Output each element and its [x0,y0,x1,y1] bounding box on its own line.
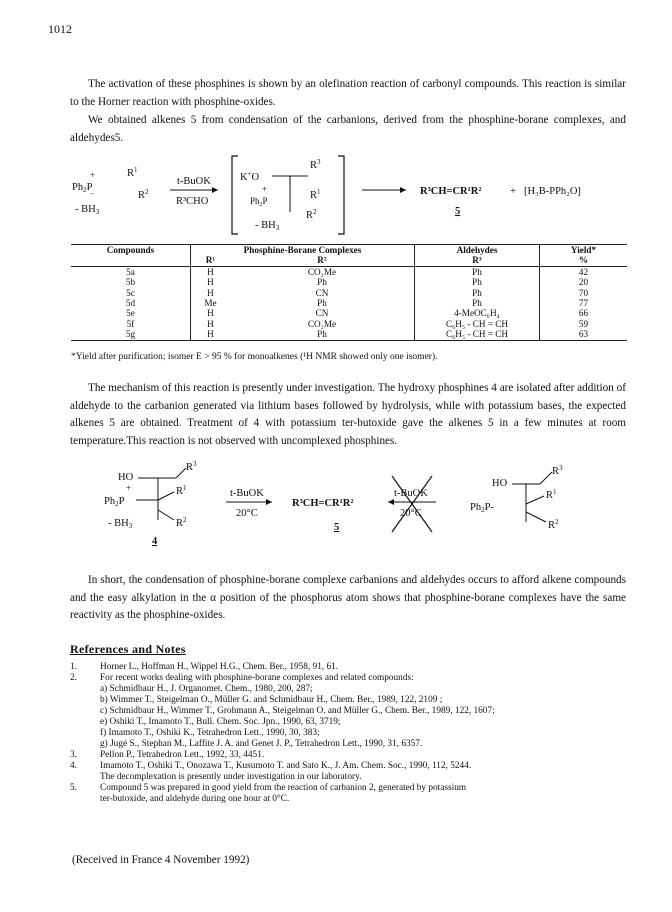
cell-compound: 5d [71,298,191,308]
svg-text:K+O: K+O [240,170,260,183]
scheme2-compound-number: 4 [152,536,158,547]
results-table [71,244,627,341]
reactant-bh3: - BH3 [75,204,100,216]
col-header-aldehydes: Aldehydes [415,245,540,256]
reference-line: b) Wimmer T., Steigelman O., Müller G. and Schmidbaur H., Chem. Ber., 1989, 122, 2109 ; [100,695,443,705]
cell-r2: Ph [230,277,415,287]
cell-compound: 5e [71,308,191,318]
svg-text:Ph2P: Ph2P [104,496,125,508]
cell-compound: 5a [71,266,191,277]
svg-text:HO: HO [118,472,134,483]
cell-r2: Ph [230,329,415,340]
scheme2-product: R³CH=CR¹R² [292,498,354,509]
reactant-ph2p: Ph2P [72,182,93,194]
scheme1-plus: + [510,186,516,197]
cell-compound: 5g [71,329,191,340]
svg-text:R3: $R^3$ [186,460,197,473]
table-row [71,329,627,340]
cell-r3: C₆H₅ - CH = CH [415,329,540,340]
cell-r1: H [207,277,214,288]
reaction-scheme-1 [70,152,630,240]
table-footnote: *Yield after purification; isomer E > 95 % for monoalkenes (¹H NMR showed only one isomer). [71,352,438,362]
table-row [71,277,627,287]
svg-text:HO: HO [492,478,508,489]
reference-line: e) Oshiki T., Imamoto T., Bull. Chem. Soc. Jpn., 1990, 63, 3719; [100,717,341,727]
subheader-r2: R² [230,255,415,266]
table-row [71,308,627,318]
reference-line: Horner L., Hoffman H., Wippel H.G., Chem. Ber., 1958, 91, 61. [100,662,339,672]
cell-r2: CN [230,308,415,318]
svg-text:- BH3: - BH3 [255,220,280,232]
scheme1-reagent-bottom: R³CHO [176,196,209,207]
paragraph-1: The activation of these phosphines is shown by an olefination reaction of carbonyl compounds. This reaction is similar to the Horner reaction with phosphine-oxides. [70,78,626,108]
cell-r1: H [207,287,214,298]
reference-line: a) Schmidbaur H., J. Organomet. Chem., 1980, 200, 287; [100,684,313,694]
svg-text:R1: $R^1$ [127,166,138,179]
scheme1-byproduct: [H₃B-PPh₂O] [524,186,581,197]
svg-text:R2: $R^2$ [138,188,149,201]
scheme1-product-number: 5 [455,206,461,217]
cell-compound: 5c [71,288,191,298]
cell-yield: 77 [578,298,589,309]
col-header-compounds: Compounds [71,245,191,256]
subheader-r3: R³ [415,255,540,266]
table-row [71,288,627,298]
cell-r3: Ph [415,288,540,298]
cell-yield: 42 [578,266,589,277]
cell-r1: Me [204,298,217,309]
scheme2-reagent-top: t-BuOK [230,488,264,499]
cell-compound: 5b [71,277,191,287]
references-heading: References and Notes [70,642,186,656]
cell-r3: 4-MeOC₆H₄ [415,308,540,318]
svg-text:+: + [90,170,96,180]
subheader-percent: % [540,255,628,266]
subheader-blank [71,255,191,266]
cell-r2: CN [230,288,415,298]
cell-r1: H [207,318,214,329]
cell-compound: 5f [71,319,191,329]
reference-line: ter-butoxide, and aldehyde during one hour at 0°C. [100,794,290,804]
reaction-scheme-2 [86,460,626,556]
page-number: 1012 [48,22,72,36]
svg-text:+: + [126,483,132,493]
reference-number: 3. [70,750,77,760]
svg-text:R1: $R^1$ [310,188,321,201]
reference-number: 5. [70,783,77,793]
svg-text:+: + [262,184,268,194]
cell-r1: H [207,266,214,277]
reference-number: 2. [70,673,77,683]
reference-line: c) Schmidbaur H., Wimmer T., Grohmann A., Steigelman O. and Müller G., Chem. Ber., 1989, 122, 1607; [100,706,495,716]
table-row [71,298,627,308]
paragraph-4: In short, the condensation of phosphine-borane complexe carbanions and aldehydes occurs to afford alkene compounds and the easy alkylation in the α position of the phosphorus atom shows that phosphine-borane complexes have the same reactivity as the phosphine-oxides. [70,574,626,621]
cell-r2: CO₂Me [230,319,415,329]
svg-text:Ph2P: $Ph_2P$ [250,196,268,208]
reference-line: Compound 5 was prepared in good yield from the reaction of carbanion 2, generated by potassium [100,783,467,793]
scheme2-product-number: 5 [334,522,340,533]
reference-line: Imamoto T., Oshiki T., Onozawa T., Kusumoto T. and Sato K., J. Am. Chem. Soc., 1990, 112, 5244. [100,761,472,771]
cell-r3: C₆H₅ - CH = CH [415,319,540,329]
received-date: (Received in France 4 November 1992) [72,854,250,866]
table-row [71,266,627,277]
cell-yield: 20 [578,277,589,288]
paragraph-2: We obtained alkenes 5 from condensation of the carbanions, derived from the phosphine-borane complexes, and aldehydes5. [70,114,626,144]
reference-line: Pellon P., Tetrahedron Lett., 1992, 33, 4451. [100,750,265,760]
svg-text:R2: $R^2$ [548,518,559,531]
svg-text:Ph2P-: Ph2P- [470,502,494,514]
svg-text:R1: $R^1$ [546,488,557,501]
cell-r1: H [191,329,231,340]
cell-r1: H [207,308,214,319]
cell-yield: 66 [578,308,589,319]
scheme2-crossed-top: t-BuOK [394,488,428,499]
scheme1-reagent-top: t-BuOK [177,176,211,187]
col-header-phosphine-borane: Phosphine-Borane Complexes [191,245,415,256]
subheader-r1: R¹ [191,255,231,266]
paragraph-3: The mechanism of this reaction is presently under investigation. The hydroxy phosphines 4 are isolated after addition of aldehyde to the carbanion generated via lithium bases followed by hydrolysis, while with potassium bases, the expected alkenes 5 are obtained. Treatment of 4 with potassium ter-butoxide gave the alkenes 5 in a few minutes at room temperature.This reaction is not observed with uncomplexed phosphines. [70,382,626,447]
reference-number: 1. [70,662,77,672]
svg-text:R3: $R^3$ [552,464,563,477]
reference-line: For recent works dealing with phosphine-borane complexes and related compounds: [100,673,414,683]
cell-yield: 63 [540,329,628,340]
scheme2-crossed-bottom: 20°C [400,508,422,519]
scheme2-reagent-bottom: 20°C [236,508,258,519]
svg-text:R2: $R^2$ [176,516,187,529]
col-header-yield: Yield* [540,245,628,256]
table-row [71,319,627,329]
cell-r3: Ph [415,266,540,277]
svg-text:R3: $R^3$ [310,158,321,171]
reference-line: g) Jugé S., Stephan M., Laffite J. A. and Genet J. P., Tetrahedron Lett., 1990, 31, 6357. [100,739,423,749]
cell-r2: CO₂Me [230,266,415,277]
cell-yield: 59 [578,318,589,329]
cell-r3: Ph [415,298,540,308]
cell-r3: Ph [415,277,540,287]
reference-line: f) Imamoto T., Oshiki K., Tetrahedron Lett., 1990, 30, 383; [100,728,320,738]
reference-line: The decomplexation is presently under investigation in our laboratory. [100,772,362,782]
cell-yield: 70 [578,287,589,298]
svg-text:R2: $R^2$ [306,208,317,221]
cell-r2: Ph [230,298,415,308]
svg-text:- BH3: - BH3 [108,518,133,530]
reference-number: 4. [70,761,77,771]
svg-text:R1: $R^1$ [176,484,187,497]
svg-text:⁻: ⁻ [90,190,95,200]
scheme1-product: R³CH=CR¹R² [420,186,482,197]
